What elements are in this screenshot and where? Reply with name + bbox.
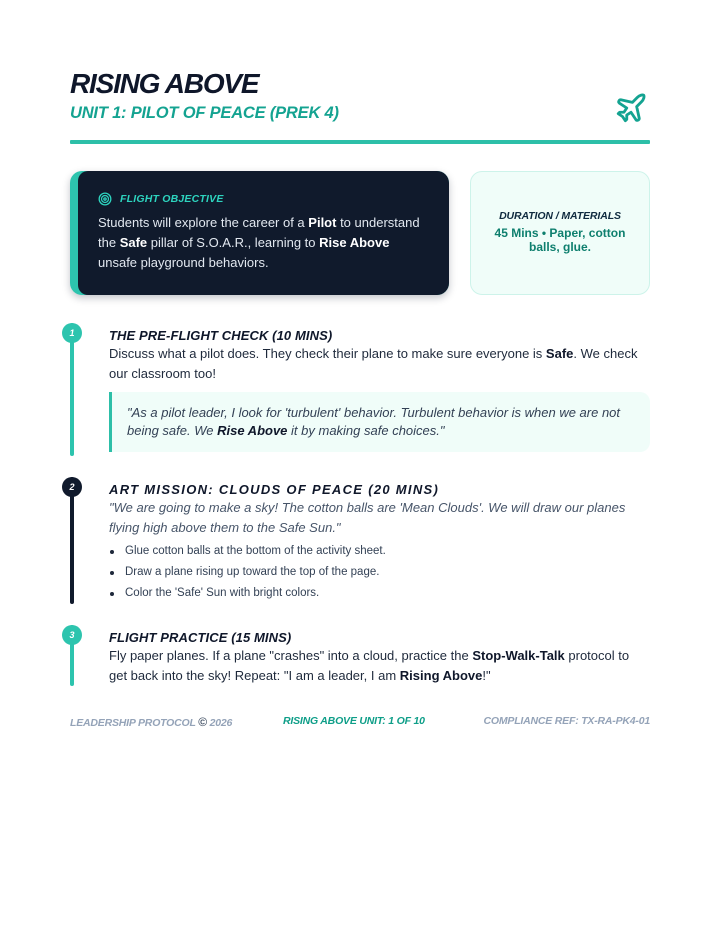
- activity-steps-list: [109, 541, 650, 604]
- section-number-badge: 1: [62, 323, 82, 343]
- flight-objective-card: [70, 171, 449, 295]
- section-title: THE PRE-FLIGHT CHECK (10 MINS): [109, 328, 333, 343]
- section-title: ART MISSION: CLOUDS OF PEACE (20 MINS): [109, 482, 440, 497]
- page-title: RISING ABOVE: [70, 68, 259, 99]
- list-item: Draw a plane rising up toward the top of the page.: [109, 562, 650, 583]
- footer-protocol: LEADERSHIP PROTOCOL © 2026: [70, 715, 233, 729]
- section-body: Discuss what a pilot does. They check their plane to make sure everyone is Safe. We check our classroom too!: [109, 346, 638, 381]
- duration-materials-card: [470, 171, 650, 295]
- duration-value: 45 Mins • Paper, cotton balls, glue.: [494, 226, 626, 254]
- flight-objective-label: FLIGHT OBJECTIVE: [120, 193, 224, 205]
- copyright-symbol: ©: [198, 715, 207, 729]
- duration-label: DURATION / MATERIALS: [499, 210, 621, 222]
- flight-objective-header: [98, 191, 429, 207]
- footer-compliance-ref: COMPLIANCE REF: TX-RA-PK4-01: [483, 715, 650, 727]
- target-icon: [98, 192, 112, 206]
- section-number-badge: 3: [62, 625, 82, 645]
- section-title: FLIGHT PRACTICE (15 MINS): [109, 630, 292, 645]
- pilot-quote-callout: "As a pilot leader, I look for 'turbulent' behavior. Turbulent behavior is when we are not being safe. We Rise Above it by making safe choices.": [109, 392, 650, 452]
- airplane-icon: [614, 91, 648, 125]
- unit-subtitle: UNIT 1: PILOT OF PEACE (PREK 4): [70, 104, 339, 122]
- section-lead-quote: "We are going to make a sky! The cotton balls are 'Mean Clouds'. We will draw our planes flying high above them to the Safe Sun.": [109, 500, 626, 535]
- flight-objective-panel: [78, 171, 449, 295]
- page-header: [70, 68, 650, 144]
- footer-unit-counter: RISING ABOVE UNIT: 1 OF 10: [283, 715, 425, 727]
- flight-objective-text: Students will explore the career of a Pilot to understand the Safe pillar of S.O.A.R., learning to Rise Above unsafe playground behaviors.: [98, 215, 420, 270]
- list-item: Color the 'Safe' Sun with bright colors.: [109, 583, 650, 604]
- section-body: Fly paper planes. If a plane "crashes" into a cloud, practice the Stop-Walk-Talk protocol to get back into the sky! Repeat: "I am a leader, I am Rising Above!": [109, 648, 630, 683]
- header-divider: [70, 140, 650, 144]
- section-number-badge: 2: [62, 477, 82, 497]
- page-footer: [70, 715, 650, 729]
- list-item: Glue cotton balls at the bottom of the activity sheet.: [109, 541, 650, 562]
